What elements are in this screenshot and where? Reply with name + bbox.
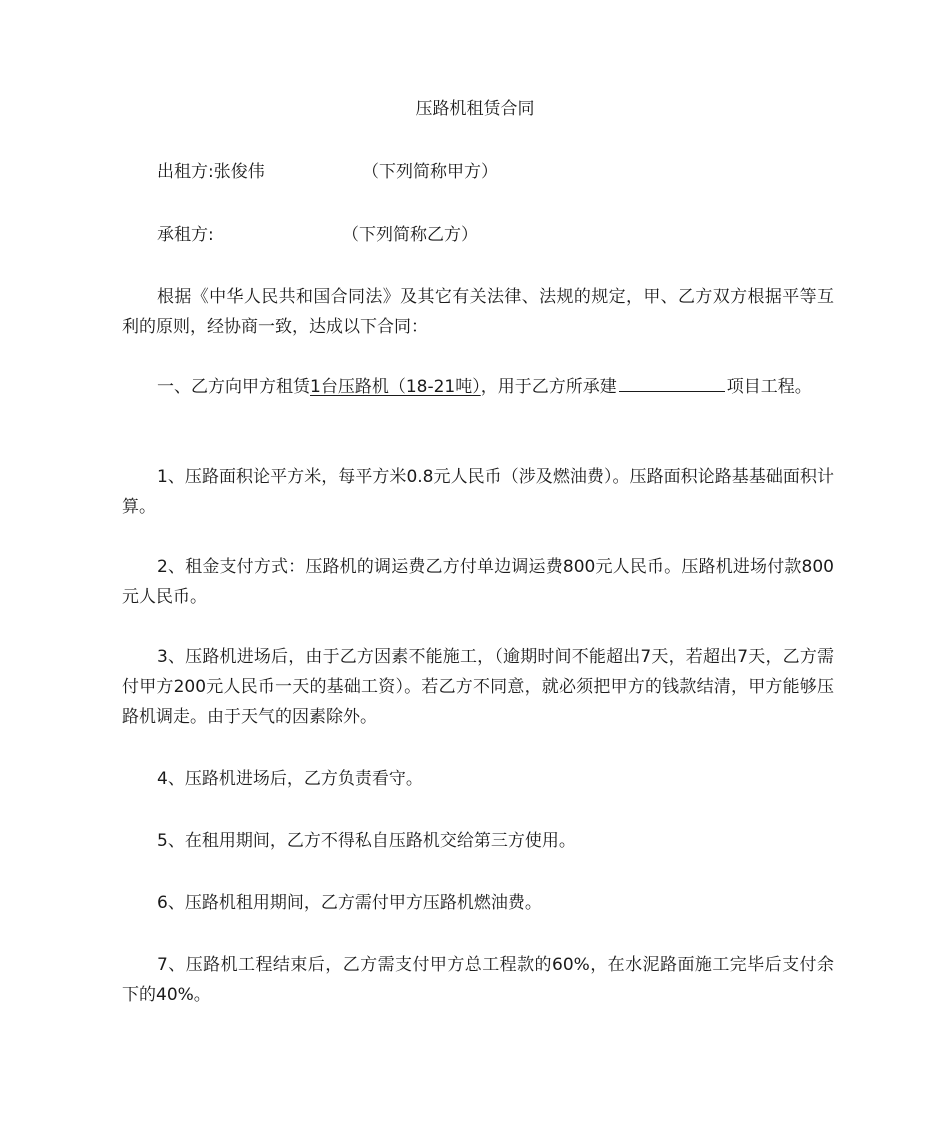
clause-4: 4、压路机进场后，乙方负责看守。 bbox=[157, 769, 423, 789]
clause-main-prefix: 一、乙方向甲方租赁 bbox=[157, 377, 310, 397]
lessor-label: 出租方:张俊伟 bbox=[157, 162, 265, 182]
clause-main-middle: ，用于乙方所承建 bbox=[480, 377, 617, 397]
clause-1: 1、压路面积论平方米，每平方米0.8元人民币（涉及燃油费）。压路面积论路基基础面积计算。 bbox=[122, 467, 834, 517]
rental-item-underlined: 1台压路机（18-21吨） bbox=[310, 377, 481, 397]
clause-main-suffix: 项目工程。 bbox=[726, 377, 812, 397]
clause-main bbox=[122, 372, 834, 402]
document-title: 压路机租赁合同 bbox=[415, 99, 535, 119]
clause-2: 2、租金支付方式：压路机的调运费乙方付单边调运费800元人民币。压路机进场付款800元人民币。 bbox=[122, 557, 834, 607]
clause-3: 3、压路机进场后，由于乙方因素不能施工，（逾期时间不能超出7天，若超出7天，乙方需付甲方200元人民币一天的基础工资）。若乙方不同意，就必须把甲方的钱款结清，甲方能够压路机调走。由于天气的因素除外。 bbox=[122, 647, 834, 727]
lessor-note: （下列简称甲方） bbox=[362, 162, 498, 182]
intro-paragraph: 根据《中华人民共和国合同法》及其它有关法律、法规的规定，甲、乙方双方根据平等互利的原则，经协商一致，达成以下合同： bbox=[122, 287, 834, 337]
clause-7: 7、压路机工程结束后，乙方需支付甲方总工程款的60%，在水泥路面施工完毕后支付余下的40%。 bbox=[122, 955, 834, 1005]
clause-6: 6、压路机租用期间，乙方需付甲方压路机燃油费。 bbox=[157, 893, 542, 913]
clause-5: 5、在租用期间，乙方不得私自压路机交给第三方使用。 bbox=[157, 831, 576, 851]
lessee-note: （下列简称乙方） bbox=[342, 225, 478, 245]
lessee-label: 承租方: bbox=[157, 225, 214, 245]
project-name-blank bbox=[619, 373, 725, 392]
